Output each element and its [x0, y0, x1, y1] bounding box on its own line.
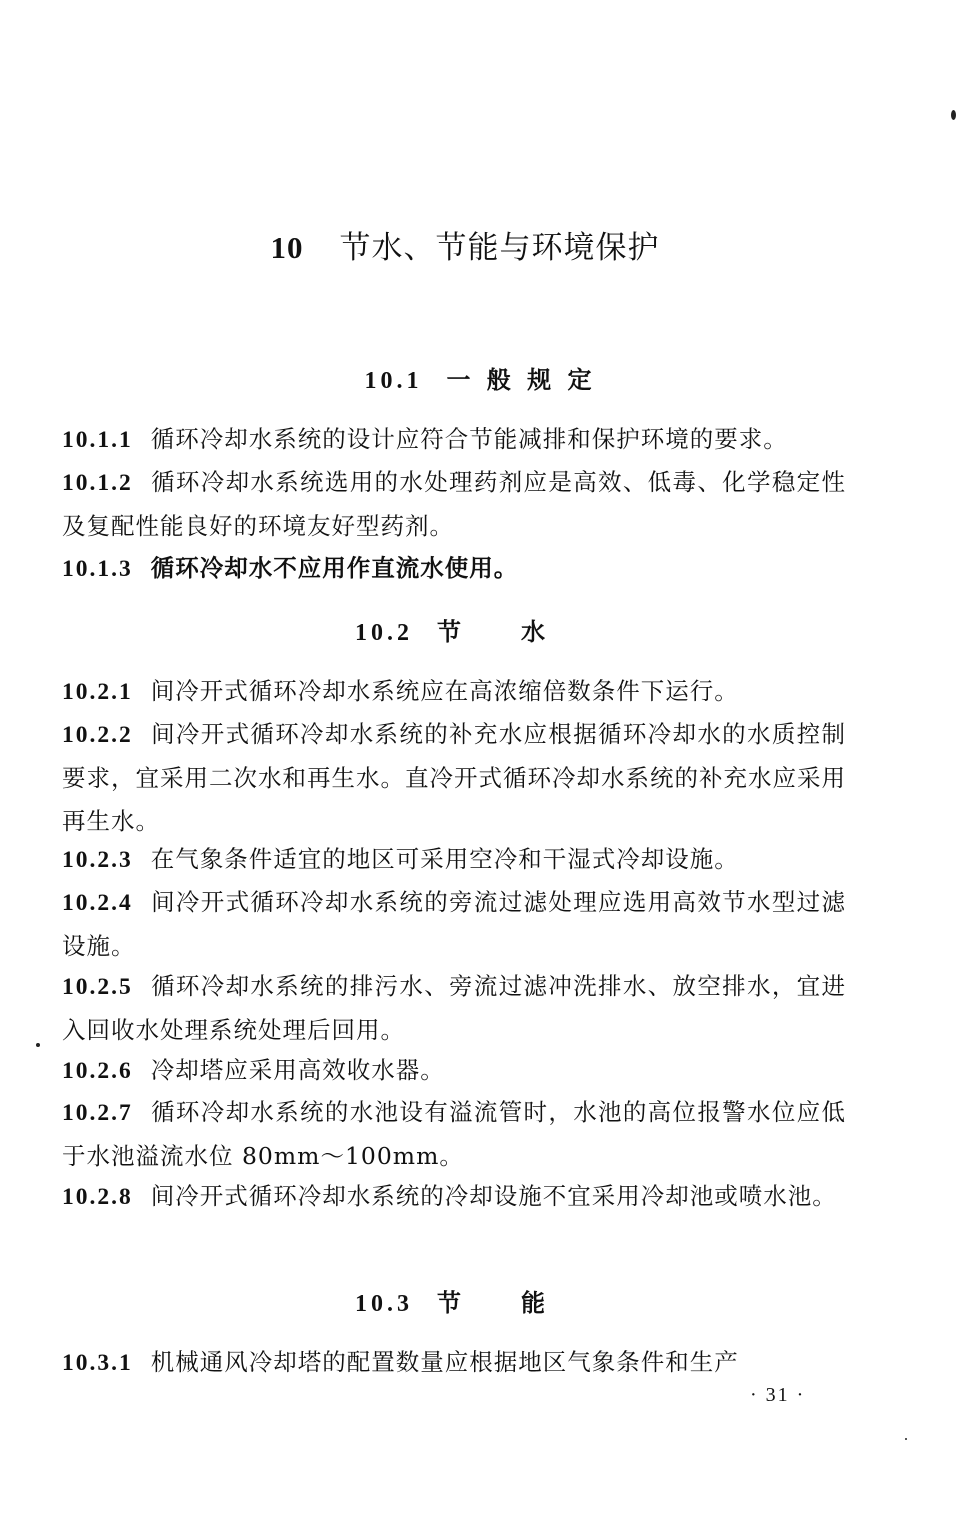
clause-number: 10.2.2 [62, 722, 133, 748]
clause-text: 循环冷却水系统的水池设有溢流管时，水池的高位报警水位应低于水池溢流水位 80mm～100mm。 [62, 1098, 846, 1170]
chapter-title [0, 222, 960, 267]
clause-number: 10.2.7 [62, 1100, 133, 1126]
clause-text: 循环冷却水不应用作直流水使用。 [150, 554, 519, 582]
clause-number: 10.2.4 [62, 890, 133, 916]
clause-number: 10.2.6 [62, 1058, 133, 1084]
clause [62, 461, 846, 548]
clause-number: 10.1.3 [62, 556, 133, 582]
clause-text: 循环冷却水系统选用的水处理药剂应是高效、低毒、化学稳定性及复配性能良好的环境友好型药剂。 [62, 468, 846, 540]
clause-number: 10.1.2 [62, 470, 133, 496]
clause-text: 间冷开式循环冷却水系统的旁流过滤处理应选用高效节水型过滤设施。 [62, 888, 846, 960]
clause [62, 1091, 846, 1178]
clause-text: 循环冷却水系统的排污水、旁流过滤冲洗排水、放空排水，宜进入回收水处理系统处理后回用。 [62, 972, 846, 1044]
clause-text: 间冷开式循环冷却水系统的补充水应根据循环冷却水的水质控制要求，宜采用二次水和再生水。直冷开式循环冷却水系统的补充水应采用再生水。 [62, 720, 846, 835]
page-number: · 31 · [750, 1384, 806, 1406]
clause-text: 机械通风冷却塔的配置数量应根据地区气象条件和生产 [150, 1348, 739, 1376]
section-title-text: 一 般 规 定 [446, 365, 596, 394]
clause-number: 10.1.1 [62, 427, 133, 453]
section-heading [0, 612, 960, 647]
clause-number: 10.3.1 [62, 1350, 133, 1376]
clause [62, 881, 846, 968]
section-number: 10.1 [364, 368, 423, 394]
section-heading [0, 1283, 960, 1318]
clause-text: 间冷开式循环冷却水系统的冷却设施不宜采用冷却池或喷水池。 [150, 1182, 837, 1210]
clause [62, 670, 846, 714]
chapter-title-text: 节水、节能与环境保护 [339, 230, 660, 266]
clause-number: 10.2.5 [62, 974, 133, 1000]
scan-speck [36, 1043, 40, 1047]
clause [62, 1049, 846, 1093]
section-number: 10.3 [355, 1291, 413, 1317]
clause [62, 1341, 846, 1385]
clause [62, 838, 846, 882]
section-title-text: 节水 [437, 617, 605, 646]
clause-text: 间冷开式循环冷却水系统应在高浓缩倍数条件下运行。 [150, 677, 739, 705]
section-number: 10.2 [355, 620, 413, 646]
clause-text: 循环冷却水系统的设计应符合节能减排和保护环境的要求。 [150, 425, 788, 453]
clause [62, 1175, 846, 1219]
scan-speck [951, 110, 956, 120]
clause-number: 10.2.1 [62, 679, 133, 705]
clause [62, 713, 846, 843]
scan-speck [905, 1438, 907, 1440]
clause-text: 在气象条件适宜的地区可采用空冷和干湿式冷却设施。 [150, 845, 739, 873]
clause [62, 547, 846, 591]
section-title-text: 节能 [437, 1288, 605, 1317]
clause-number: 10.2.3 [62, 847, 133, 873]
clause-number: 10.2.8 [62, 1184, 133, 1210]
clause [62, 965, 846, 1052]
section-heading [0, 360, 960, 395]
clause [62, 418, 846, 462]
chapter-number: 10 [270, 230, 304, 265]
clause-text: 冷却塔应采用高效收水器。 [150, 1056, 445, 1084]
